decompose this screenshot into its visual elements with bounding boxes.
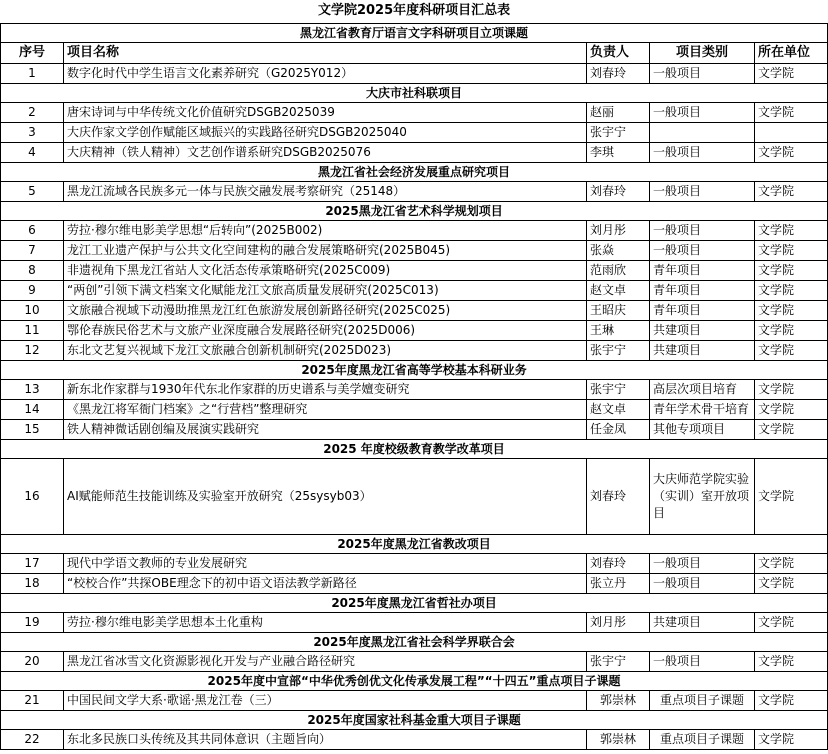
cell-project-name: 大庆精神（铁人精神）文艺创作谱系研究DSGB2025076 — [64, 142, 587, 162]
cell-leader: 王琳 — [587, 320, 650, 340]
cell-leader: 张宇宁 — [587, 340, 650, 360]
cell-leader: 王昭庆 — [587, 300, 650, 320]
cell-project-name: AI赋能师范生技能训练及实验室开放研究（25sysyb03） — [64, 458, 587, 534]
cell-no: 13 — [1, 379, 64, 399]
section-header-row — [1, 162, 828, 181]
cell-project-name: 劳拉·穆尔维电影美学思想本土化重构 — [64, 612, 587, 632]
section-header-row — [1, 534, 828, 553]
cell-leader: 张宇宁 — [587, 379, 650, 399]
cell-leader: 刘春玲 — [587, 181, 650, 201]
section-header-row — [1, 83, 828, 102]
cell-category: 青年学术骨干培育 — [650, 399, 755, 419]
cell-unit: 文学院 — [755, 260, 828, 280]
cell-leader: 刘春玲 — [587, 553, 650, 573]
cell-leader: 张立丹 — [587, 573, 650, 593]
cell-project-name: 中国民间文学大系·歌谣·黑龙江卷（三） — [64, 690, 587, 710]
cell-leader: 任金凤 — [587, 419, 650, 439]
cell-leader: 刘月彤 — [587, 220, 650, 240]
cell-unit: 文学院 — [755, 573, 828, 593]
cell-unit: 文学院 — [755, 340, 828, 360]
cell-category: 青年项目 — [650, 280, 755, 300]
cell-category: 高层次项目培育 — [650, 379, 755, 399]
cell-unit: 文学院 — [755, 300, 828, 320]
cell-project-name: 铁人精神微话剧创编及展演实践研究 — [64, 419, 587, 439]
cell-category: 一般项目 — [650, 651, 755, 671]
section-title: 2025年度中宣部“中华优秀创优文化传承发展工程”“十四五”重点项目子课题 — [1, 671, 828, 690]
cell-no: 18 — [1, 573, 64, 593]
table-row — [1, 260, 828, 280]
cell-category: 共建项目 — [650, 612, 755, 632]
section-header-row — [1, 593, 828, 612]
cell-no: 7 — [1, 240, 64, 260]
table-row — [1, 573, 828, 593]
section-title: 2025年度黑龙江省教改项目 — [1, 534, 828, 553]
cell-unit: 文学院 — [755, 320, 828, 340]
cell-no: 9 — [1, 280, 64, 300]
table-row — [1, 690, 828, 710]
section-header-row — [1, 710, 828, 729]
cell-no: 20 — [1, 651, 64, 671]
cell-project-name: 鄂伦春族民俗艺术与文旅产业深度融合发展路径研究(2025D006) — [64, 320, 587, 340]
cell-no: 12 — [1, 340, 64, 360]
cell-leader: 张宇宁 — [587, 122, 650, 142]
cell-unit: 文学院 — [755, 220, 828, 240]
cell-no: 17 — [1, 553, 64, 573]
cell-project-name: “校校合作”共探OBE理念下的初中语文语法教学新路径 — [64, 573, 587, 593]
section-title: 2025年度黑龙江省哲社办项目 — [1, 593, 828, 612]
cell-leader: 赵文卓 — [587, 399, 650, 419]
table-row — [1, 142, 828, 162]
section-title: 2025年度国家社科基金重大项目子课题 — [1, 710, 828, 729]
cell-leader: 张宇宁 — [587, 651, 650, 671]
table-row — [1, 240, 828, 260]
cell-category: 一般项目 — [650, 181, 755, 201]
cell-no: 4 — [1, 142, 64, 162]
cell-category: 大庆师范学院实验（实训）室开放项目 — [650, 458, 755, 534]
cell-no: 14 — [1, 399, 64, 419]
table-row — [1, 379, 828, 399]
section-header-row — [1, 632, 828, 651]
cell-project-name: “两创”引领下满文档案文化赋能龙江文旅高质量发展研究(2025C013) — [64, 280, 587, 300]
cell-unit: 文学院 — [755, 651, 828, 671]
cell-leader: 张焱 — [587, 240, 650, 260]
header-no: 序号 — [1, 42, 64, 63]
cell-project-name: 唐宋诗词与中华传统文化价值研究DSGB2025039 — [64, 102, 587, 122]
cell-leader: 赵文卓 — [587, 280, 650, 300]
table-row — [1, 729, 828, 749]
table-row — [1, 612, 828, 632]
cell-leader: 刘春玲 — [587, 458, 650, 534]
cell-category: 一般项目 — [650, 220, 755, 240]
table-row — [1, 399, 828, 419]
cell-leader: 刘春玲 — [587, 63, 650, 83]
cell-project-name: 黑龙江流域各民族多元一体与民族交融发展考察研究（25148） — [64, 181, 587, 201]
cell-unit: 文学院 — [755, 280, 828, 300]
cell-leader: 郭崇林 — [587, 729, 650, 749]
cell-category: 其他专项项目 — [650, 419, 755, 439]
cell-category: 一般项目 — [650, 240, 755, 260]
table-row — [1, 320, 828, 340]
cell-leader: 范雨欣 — [587, 260, 650, 280]
cell-unit: 文学院 — [755, 690, 828, 710]
cell-category: 一般项目 — [650, 142, 755, 162]
cell-unit: 文学院 — [755, 240, 828, 260]
cell-no: 22 — [1, 729, 64, 749]
table-row — [1, 651, 828, 671]
table-row — [1, 102, 828, 122]
cell-project-name: 非遗视角下黑龙江省站人文化活态传承策略研究(2025C009) — [64, 260, 587, 280]
section-header-row — [1, 201, 828, 220]
cell-no: 5 — [1, 181, 64, 201]
header-unit: 所在单位 — [755, 42, 828, 63]
cell-project-name: 黑龙江省冰雪文化资源影视化开发与产业融合路径研究 — [64, 651, 587, 671]
cell-no: 1 — [1, 63, 64, 83]
cell-unit: 文学院 — [755, 181, 828, 201]
cell-unit: 文学院 — [755, 379, 828, 399]
table-row — [1, 220, 828, 240]
cell-category: 共建项目 — [650, 340, 755, 360]
cell-project-name: 文旅融合视域下动漫助推黑龙江红色旅游发展创新路径研究(2025C025) — [64, 300, 587, 320]
cell-project-name: 龙江工业遗产保护与公共文化空间建构的融合发展策略研究(2025B045) — [64, 240, 587, 260]
cell-unit: 文学院 — [755, 63, 828, 83]
header-category: 项目类别 — [650, 42, 755, 63]
section-header-row — [1, 671, 828, 690]
table-row — [1, 63, 828, 83]
cell-unit: 文学院 — [755, 419, 828, 439]
cell-leader: 李琪 — [587, 142, 650, 162]
cell-project-name: 劳拉·穆尔维电影美学思想“后转向”(2025B002) — [64, 220, 587, 240]
cell-no: 15 — [1, 419, 64, 439]
table-row — [1, 122, 828, 142]
cell-unit: 文学院 — [755, 553, 828, 573]
cell-category: 一般项目 — [650, 102, 755, 122]
section-title: 黑龙江省教育厅语言文字科研项目立项课题 — [1, 23, 828, 42]
table-row — [1, 300, 828, 320]
cell-project-name: 数字化时代中学生语言文化素养研究（G2025Y012） — [64, 63, 587, 83]
cell-unit — [755, 122, 828, 142]
table-row — [1, 553, 828, 573]
cell-category: 一般项目 — [650, 63, 755, 83]
cell-unit: 文学院 — [755, 102, 828, 122]
section-title: 2025黑龙江省艺术科学规划项目 — [1, 201, 828, 220]
table-row — [1, 419, 828, 439]
cell-category: 一般项目 — [650, 553, 755, 573]
cell-unit: 文学院 — [755, 729, 828, 749]
page-title: 文学院2025年度科研项目汇总表 — [317, 3, 511, 19]
cell-project-name: 东北多民族口头传统及其共同体意识（主题旨向） — [64, 729, 587, 749]
cell-no: 2 — [1, 102, 64, 122]
cell-project-name: 新东北作家群与1930年代东北作家群的历史谱系与美学嬗变研究 — [64, 379, 587, 399]
title-row — [1, 0, 828, 23]
cell-category: 青年项目 — [650, 260, 755, 280]
table-row — [1, 458, 828, 534]
section-title: 大庆市社科联项目 — [1, 83, 828, 102]
cell-category: 重点项目子课题 — [650, 729, 755, 749]
cell-leader: 刘月彤 — [587, 612, 650, 632]
cell-no: 21 — [1, 690, 64, 710]
cell-unit: 文学院 — [755, 458, 828, 534]
section-header-row — [1, 439, 828, 458]
section-header-row — [1, 360, 828, 379]
column-header-row — [1, 42, 828, 63]
cell-category: 一般项目 — [650, 573, 755, 593]
table-body — [1, 0, 828, 749]
cell-project-name: 东北文艺复兴视域下龙江文旅融合创新机制研究(2025D023) — [64, 340, 587, 360]
cell-unit: 文学院 — [755, 399, 828, 419]
cell-unit: 文学院 — [755, 612, 828, 632]
header-project-name: 项目名称 — [64, 42, 587, 63]
cell-project-name: 《黑龙江将军衙门档案》之“行营档”整理研究 — [64, 399, 587, 419]
cell-project-name: 大庆作家文学创作赋能区域振兴的实践路径研究DSGB2025040 — [64, 122, 587, 142]
section-title: 2025 年度校级教育教学改革项目 — [1, 439, 828, 458]
section-title: 2025年度黑龙江省社会科学界联合会 — [1, 632, 828, 651]
section-title: 2025年度黑龙江省高等学校基本科研业务 — [1, 360, 828, 379]
cell-no: 19 — [1, 612, 64, 632]
cell-leader: 赵丽 — [587, 102, 650, 122]
table-row — [1, 340, 828, 360]
cell-category: 重点项目子课题 — [650, 690, 755, 710]
table-row — [1, 280, 828, 300]
cell-no: 16 — [1, 458, 64, 534]
table-row — [1, 181, 828, 201]
cell-no: 3 — [1, 122, 64, 142]
cell-leader: 郭崇林 — [587, 690, 650, 710]
cell-category: 青年项目 — [650, 300, 755, 320]
cell-no: 11 — [1, 320, 64, 340]
section-title: 黑龙江省社会经济发展重点研究项目 — [1, 162, 828, 181]
section-header-row — [1, 23, 828, 42]
header-leader: 负责人 — [587, 42, 650, 63]
cell-category — [650, 122, 755, 142]
cell-unit: 文学院 — [755, 142, 828, 162]
cell-no: 8 — [1, 260, 64, 280]
cell-no: 6 — [1, 220, 64, 240]
cell-project-name: 现代中学语文教师的专业发展研究 — [64, 553, 587, 573]
cell-category: 共建项目 — [650, 320, 755, 340]
cell-no: 10 — [1, 300, 64, 320]
